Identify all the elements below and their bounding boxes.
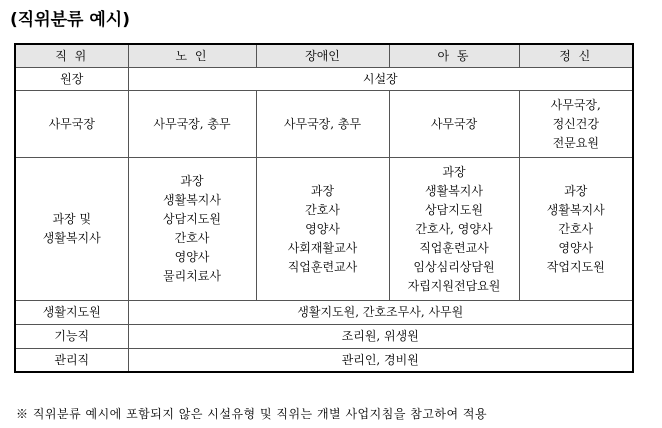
row-label-technical: 기능직 (15, 325, 128, 349)
cell-line: 과장 및 (52, 212, 92, 226)
cell-office-disabled: 사무국장, 총무 (256, 91, 389, 158)
cell-line: 과장 (180, 174, 204, 188)
table-row-management (15, 349, 633, 373)
cell-line: 직업훈련교사 (419, 240, 489, 255)
cell-line: 과장 (564, 183, 588, 198)
cell-office-elderly: 사무국장, 총무 (128, 91, 256, 158)
table-row-office-manager (15, 91, 633, 158)
table-row-section-chief (15, 158, 633, 301)
cell-line: 간호사 (558, 221, 594, 236)
cell-line: 정신건강 (552, 116, 599, 131)
header-disabled: 장애인 (256, 44, 389, 68)
cell-line: 사무국장, (550, 97, 601, 112)
cell-line: 간호사, 영양사 (415, 221, 493, 236)
table-row-living-instructor (15, 301, 633, 325)
cell-chief-elderly (128, 158, 256, 301)
cell-line: 과장 (310, 183, 335, 198)
cell-management-all: 관리인, 경비원 (128, 349, 633, 373)
cell-line: 자립지원전담요원 (407, 278, 501, 293)
cell-living-all: 생활지도원, 간호조무사, 사무원 (128, 301, 633, 325)
cell-office-mental (519, 91, 633, 158)
cell-line: 간호사 (174, 231, 210, 245)
cell-line: 임상심리상담원 (413, 259, 495, 274)
page-title: (직위분류 예시) (10, 10, 130, 30)
cell-director-all: 시설장 (128, 68, 633, 91)
row-label-office-manager: 사무국장 (15, 91, 128, 158)
table-header-row (15, 44, 633, 68)
row-label-management: 관리직 (15, 349, 128, 373)
cell-office-children: 사무국장 (389, 91, 519, 158)
cell-line: 작업지도원 (546, 259, 605, 274)
row-label-director: 원장 (15, 68, 128, 91)
cell-technical-all: 조리원, 위생원 (128, 325, 633, 349)
cell-chief-children (389, 158, 519, 301)
cell-line: 영양사 (558, 240, 594, 255)
cell-line: 영양사 (174, 250, 210, 264)
cell-line: 상담지도원 (163, 212, 221, 226)
cell-line: 간호사 (305, 202, 340, 217)
cell-chief-disabled (256, 158, 389, 301)
header-mental: 정 신 (519, 44, 633, 68)
row-label-section-chief (15, 158, 128, 301)
cell-line: 생활복지사 (42, 231, 101, 245)
table-row-director (15, 68, 633, 91)
footnote: ※ 직위분류 예시에 포함되지 않은 시설유형 및 직위는 개별 사업지침을 참고하여 적용 (16, 407, 488, 421)
cell-line: 생활복지사 (163, 193, 221, 207)
cell-line: 사회재활교사 (287, 240, 358, 255)
row-label-living-instructor: 생활지도원 (15, 301, 128, 325)
cell-chief-mental (519, 158, 633, 301)
header-position: 직 위 (15, 44, 128, 68)
header-children: 아 동 (389, 44, 519, 68)
cell-line: 생활복지사 (546, 202, 605, 217)
cell-line: 전문요원 (552, 135, 599, 150)
header-elderly: 노 인 (128, 44, 256, 68)
cell-line: 생활복지사 (425, 183, 483, 198)
cell-line: 영양사 (305, 221, 340, 236)
table-row-technical (15, 325, 633, 349)
cell-line: 직업훈련교사 (287, 259, 358, 274)
position-classification-table (14, 43, 634, 373)
cell-line: 과장 (442, 164, 466, 179)
cell-line: 상담지도원 (425, 202, 483, 217)
cell-line: 물리치료사 (163, 269, 221, 283)
